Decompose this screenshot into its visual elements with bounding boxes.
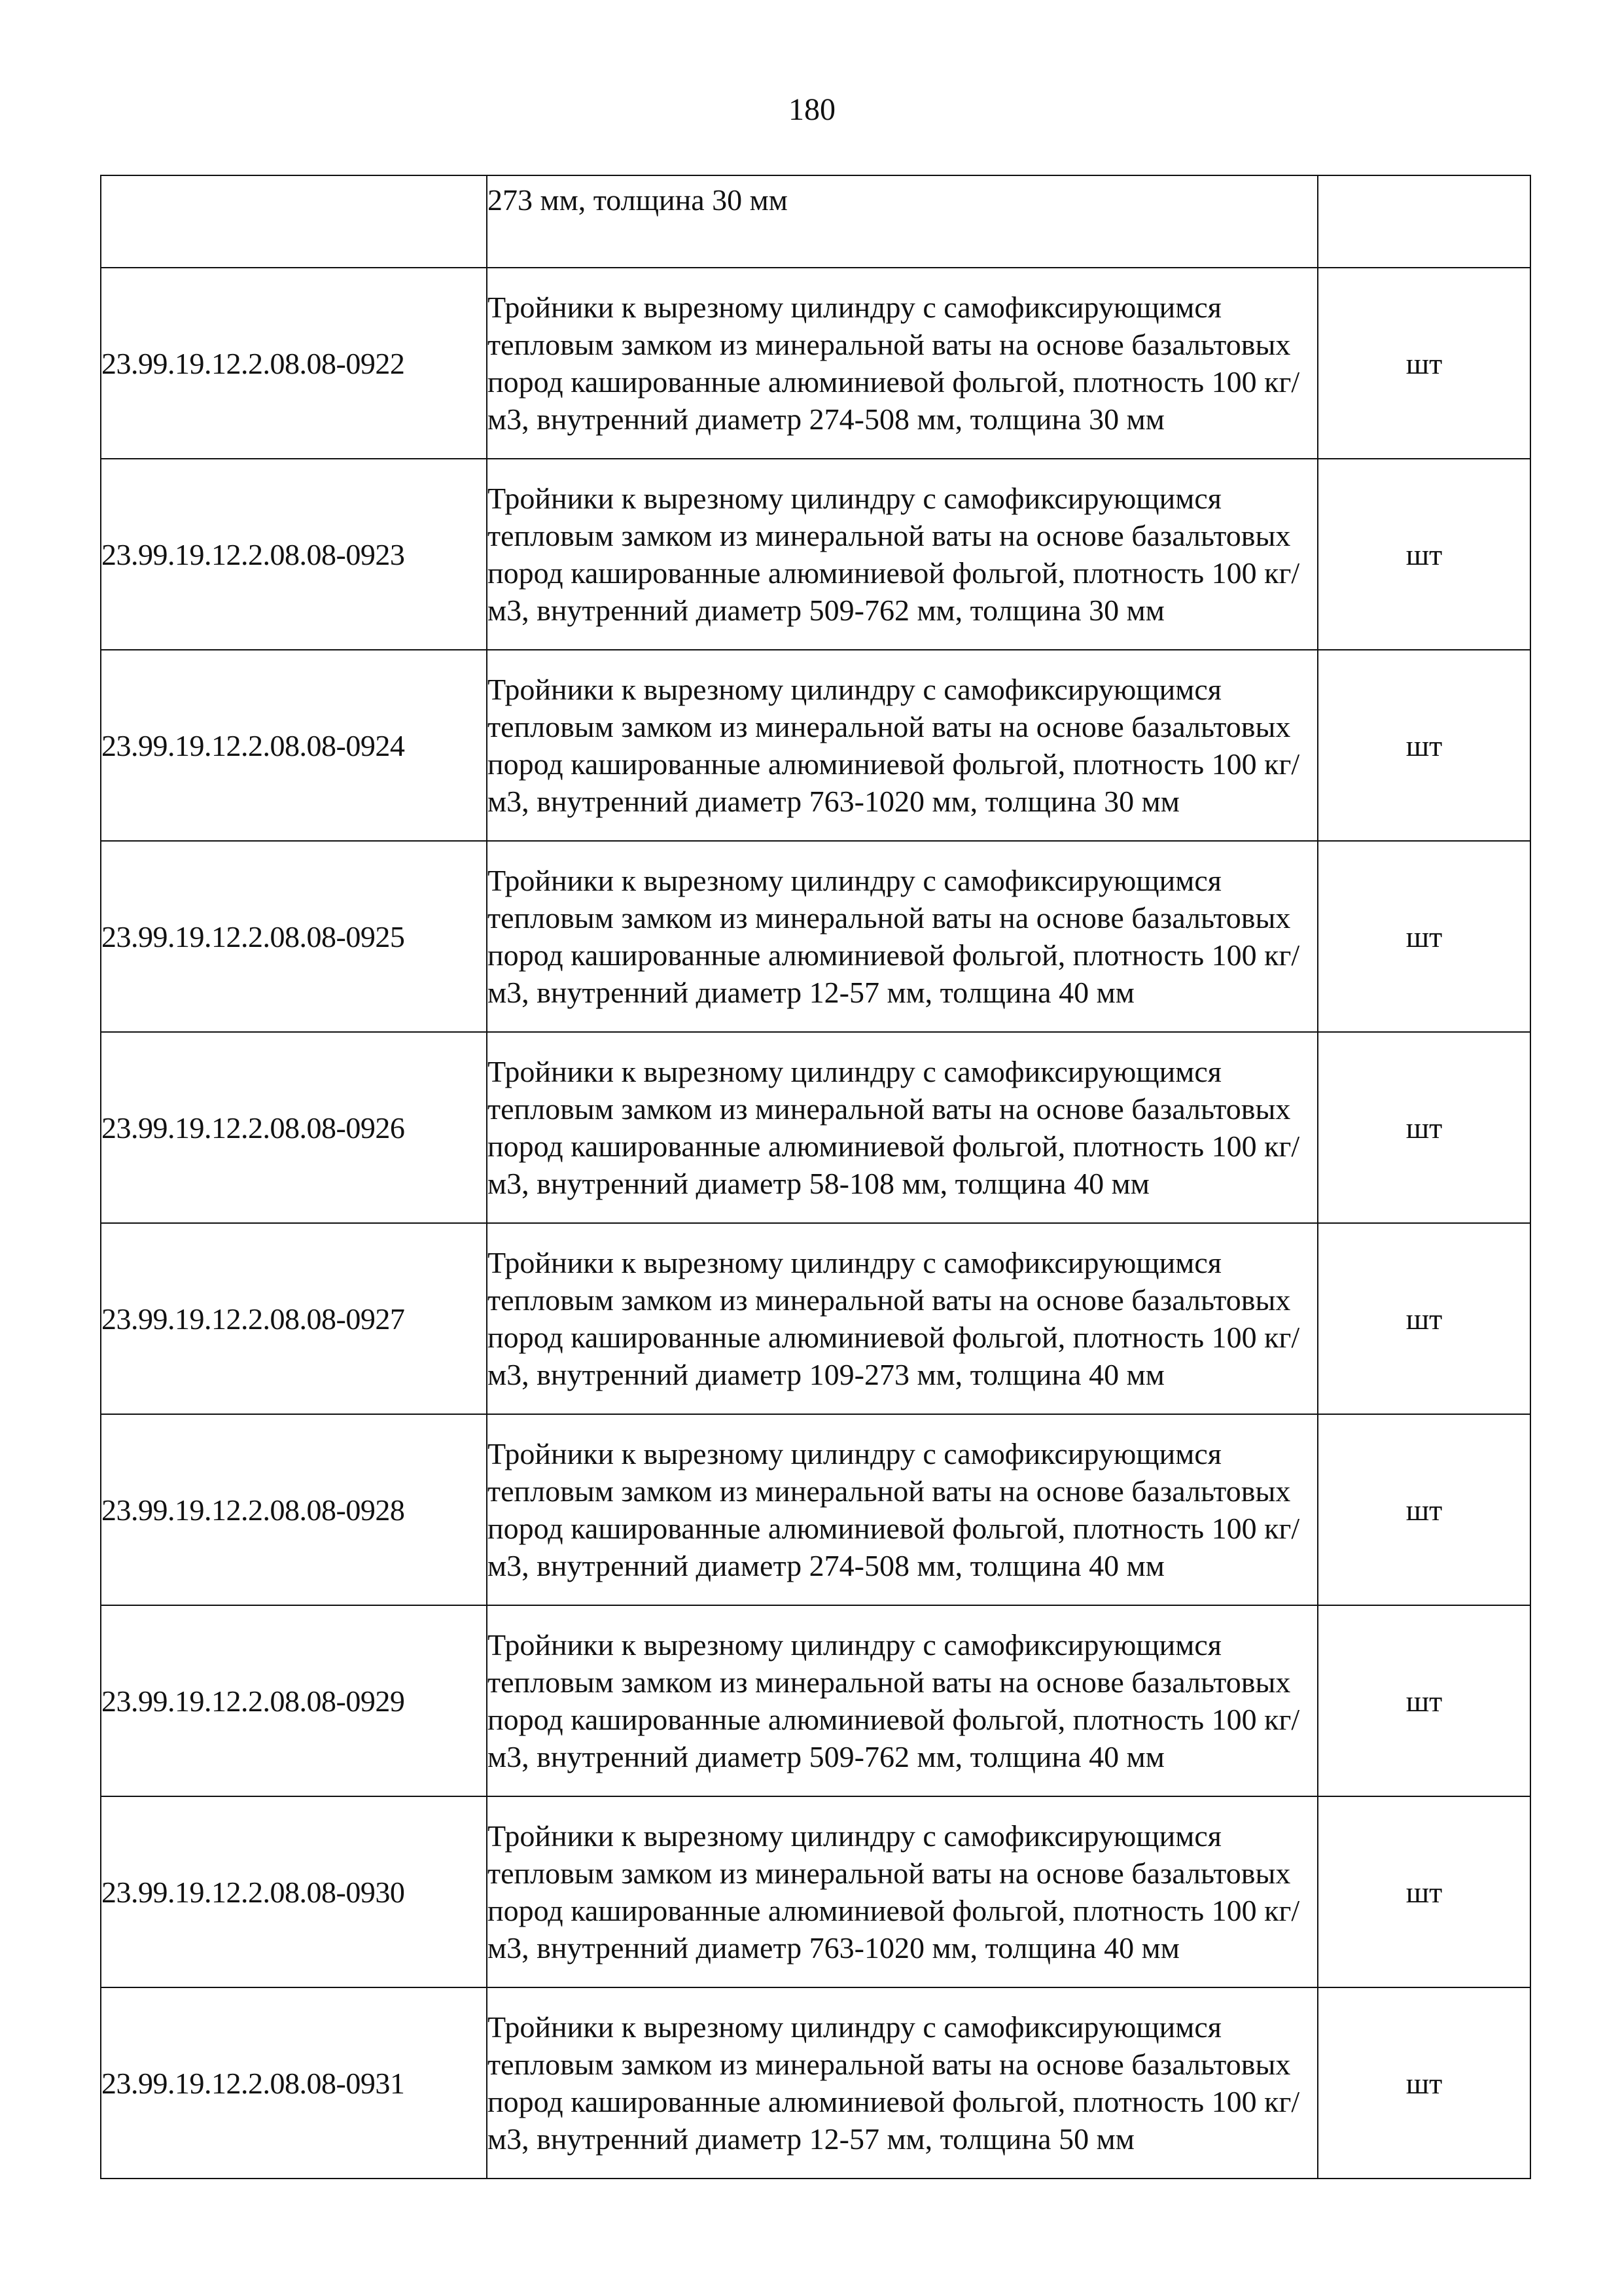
resource-code-cell: 23.99.19.12.2.08.08-0928 xyxy=(101,1414,487,1605)
unit-cell: шт xyxy=(1318,459,1530,650)
table-row xyxy=(101,1796,1530,1987)
unit-cell xyxy=(1318,175,1530,268)
table-row xyxy=(101,1223,1530,1414)
table-row xyxy=(101,841,1530,1032)
resource-description-cell: Тройники к вырезному цилиндру с самофиксирующимся тепловым замком из минеральной ваты на основе базальтовых пород кашированные алюминиевой фольгой, плотность 100 кг/м3, внутренний диаметр 274-508 мм, толщина 30 мм xyxy=(487,268,1318,459)
resource-description-cell: Тройники к вырезному цилиндру с самофиксирующимся тепловым замком из минеральной ваты на основе базальтовых пород кашированные алюминиевой фольгой, плотность 100 кг/м3, внутренний диаметр 763-1020 мм, толщина 40 мм xyxy=(487,1796,1318,1987)
table-row xyxy=(101,650,1530,841)
resource-code-cell: 23.99.19.12.2.08.08-0930 xyxy=(101,1796,487,1987)
resource-code-cell: 23.99.19.12.2.08.08-0931 xyxy=(101,1987,487,2179)
resource-description-cell: Тройники к вырезному цилиндру с самофиксирующимся тепловым замком из минеральной ваты на основе базальтовых пород кашированные алюминиевой фольгой, плотность 100 кг/м3, внутренний диаметр 12-57 мм, толщина 40 мм xyxy=(487,841,1318,1032)
resource-code-cell: 23.99.19.12.2.08.08-0926 xyxy=(101,1032,487,1223)
resource-description-cell: Тройники к вырезному цилиндру с самофиксирующимся тепловым замком из минеральной ваты на основе базальтовых пород кашированные алюминиевой фольгой, плотность 100 кг/м3, внутренний диаметр 274-508 мм, толщина 40 мм xyxy=(487,1414,1318,1605)
resource-description-cell: Тройники к вырезному цилиндру с самофиксирующимся тепловым замком из минеральной ваты на основе базальтовых пород кашированные алюминиевой фольгой, плотность 100 кг/м3, внутренний диаметр 12-57 мм, толщина 50 мм xyxy=(487,1987,1318,2179)
page-number: 180 xyxy=(788,92,836,127)
table-row xyxy=(101,1414,1530,1605)
resource-code-cell: 23.99.19.12.2.08.08-0922 xyxy=(101,268,487,459)
unit-cell: шт xyxy=(1318,1796,1530,1987)
resource-description-cell: 273 мм, толщина 30 мм xyxy=(487,175,1318,268)
unit-cell: шт xyxy=(1318,1987,1530,2179)
table-row xyxy=(101,1605,1530,1796)
resource-table xyxy=(100,175,1531,2179)
unit-cell: шт xyxy=(1318,268,1530,459)
resource-code-cell: 23.99.19.12.2.08.08-0927 xyxy=(101,1223,487,1414)
unit-cell: шт xyxy=(1318,1223,1530,1414)
resource-code-cell xyxy=(101,175,487,268)
unit-cell: шт xyxy=(1318,650,1530,841)
resource-code-cell: 23.99.19.12.2.08.08-0929 xyxy=(101,1605,487,1796)
table-row xyxy=(101,1987,1530,2179)
unit-cell: шт xyxy=(1318,1032,1530,1223)
unit-cell: шт xyxy=(1318,841,1530,1032)
unit-cell: шт xyxy=(1318,1605,1530,1796)
resource-description-cell: Тройники к вырезному цилиндру с самофиксирующимся тепловым замком из минеральной ваты на основе базальтовых пород кашированные алюминиевой фольгой, плотность 100 кг/м3, внутренний диаметр 763-1020 мм, толщина 30 мм xyxy=(487,650,1318,841)
table-row xyxy=(101,1032,1530,1223)
resource-description-cell: Тройники к вырезному цилиндру с самофиксирующимся тепловым замком из минеральной ваты на основе базальтовых пород кашированные алюминиевой фольгой, плотность 100 кг/м3, внутренний диаметр 58-108 мм, толщина 40 мм xyxy=(487,1032,1318,1223)
table-row xyxy=(101,268,1530,459)
table-row-continuation xyxy=(101,175,1530,268)
resource-code-cell: 23.99.19.12.2.08.08-0925 xyxy=(101,841,487,1032)
resource-description-cell: Тройники к вырезному цилиндру с самофиксирующимся тепловым замком из минеральной ваты на основе базальтовых пород кашированные алюминиевой фольгой, плотность 100 кг/м3, внутренний диаметр 109-273 мм, толщина 40 мм xyxy=(487,1223,1318,1414)
unit-cell: шт xyxy=(1318,1414,1530,1605)
table-row xyxy=(101,459,1530,650)
resource-code-cell: 23.99.19.12.2.08.08-0924 xyxy=(101,650,487,841)
resource-description-cell: Тройники к вырезному цилиндру с самофиксирующимся тепловым замком из минеральной ваты на основе базальтовых пород кашированные алюминиевой фольгой, плотность 100 кг/м3, внутренний диаметр 509-762 мм, толщина 40 мм xyxy=(487,1605,1318,1796)
resource-description-cell: Тройники к вырезному цилиндру с самофиксирующимся тепловым замком из минеральной ваты на основе базальтовых пород кашированные алюминиевой фольгой, плотность 100 кг/м3, внутренний диаметр 509-762 мм, толщина 30 мм xyxy=(487,459,1318,650)
resource-code-cell: 23.99.19.12.2.08.08-0923 xyxy=(101,459,487,650)
